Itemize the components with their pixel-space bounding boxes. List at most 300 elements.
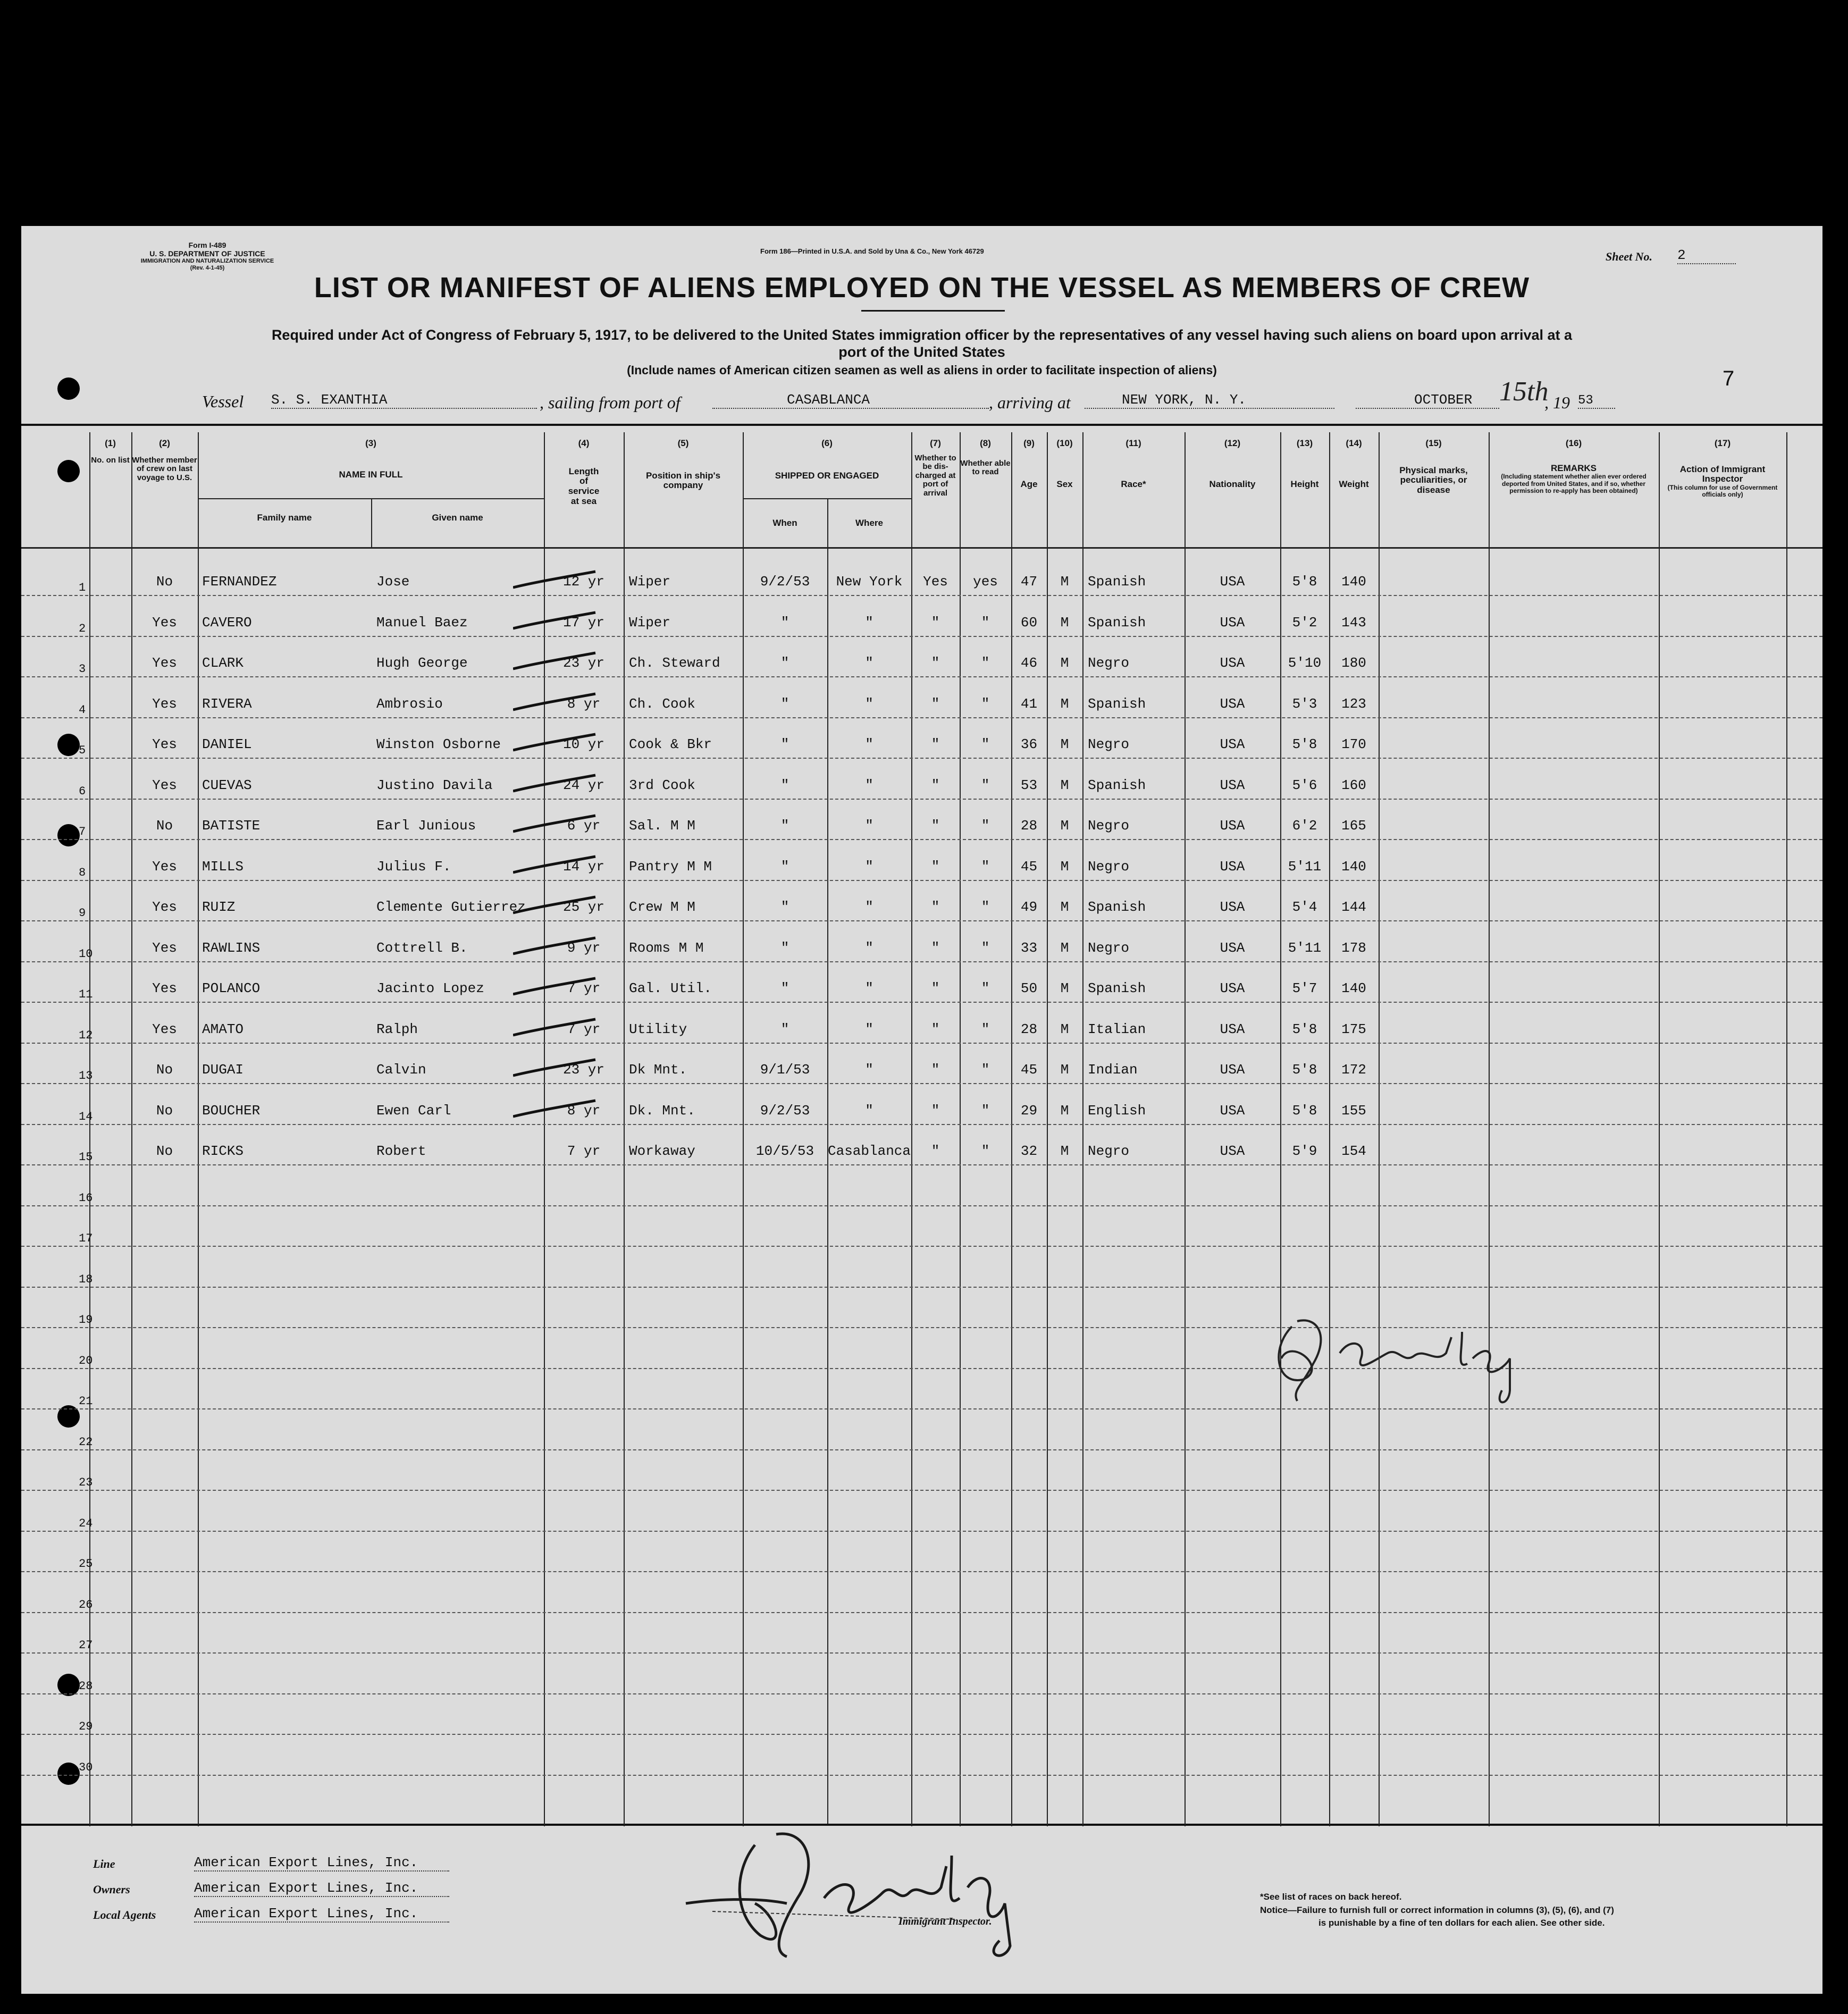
family-name-cell: DUGAI (202, 1062, 244, 1078)
discharge-cell: " (931, 980, 940, 996)
position-cell: Workaway (629, 1143, 695, 1159)
col3-header: (3) NAME IN FULL (339, 438, 403, 480)
department-name: U. S. DEPARTMENT OF JUSTICE (149, 249, 265, 258)
height-cell: 5'2 (1292, 614, 1317, 631)
col15-header: (15) Physical marks, peculiarities, or disease (1399, 438, 1468, 496)
sex-cell: M (1060, 1102, 1069, 1119)
col9-header: (9) Age (1020, 438, 1038, 489)
nationality-cell: USA (1220, 858, 1245, 875)
row-number: 9 (79, 907, 86, 920)
row-number: 21 (79, 1395, 93, 1408)
service-length-cell: 6 yr (567, 818, 601, 834)
able-to-read-cell: " (981, 980, 990, 996)
row-rule (21, 1449, 1822, 1450)
col8-header: (8) Whether able to read (960, 438, 1011, 477)
discharge-cell: " (931, 695, 940, 712)
shipped-when-cell: 9/2/53 (760, 1102, 810, 1119)
sailing-label: , sailing from port of (540, 393, 681, 412)
shipped-when-cell: " (780, 818, 789, 834)
discharge-cell: " (931, 1143, 940, 1159)
row-number: 7 (79, 825, 86, 838)
last-voyage-cell: Yes (152, 614, 177, 631)
row-number: 17 (79, 1232, 93, 1245)
family-name-cell: MILLS (202, 858, 244, 875)
row-rule (21, 799, 1822, 800)
arrival-year: 53 (1578, 393, 1615, 409)
row-rule (21, 1734, 1822, 1735)
tally-stroke (513, 729, 598, 761)
race-cell: Negro (1088, 1143, 1130, 1159)
row-rule (21, 676, 1822, 677)
race-cell: Spanish (1088, 777, 1146, 793)
inspector-label: Immigrant Inspector. (898, 1916, 992, 1927)
weight-cell: 160 (1341, 777, 1366, 793)
sheet-number-label: Sheet No. (1606, 250, 1652, 263)
position-cell: Wiper (629, 614, 671, 631)
row-rule (21, 1571, 1822, 1572)
service-length-cell: 23 yr (562, 655, 604, 671)
tally-stroke (513, 892, 598, 924)
nationality-cell: USA (1220, 939, 1245, 956)
row-rule (21, 1164, 1822, 1165)
nationality-cell: USA (1220, 899, 1245, 915)
age-cell: 45 (1020, 858, 1038, 875)
given-name-cell: Winston Osborne (376, 736, 501, 752)
row-number: 18 (79, 1272, 93, 1286)
service-length-cell: 24 yr (562, 777, 604, 793)
discharge-cell: " (931, 939, 940, 956)
row-number: 12 (79, 1028, 93, 1042)
subtitle-port: port of the United States (838, 344, 1005, 360)
tally-stroke (513, 770, 598, 802)
height-cell: 5'7 (1292, 980, 1317, 996)
shipped-where-cell: " (865, 1021, 873, 1037)
last-voyage-cell: Yes (152, 736, 177, 752)
owners-value: American Export Lines, Inc. (194, 1880, 449, 1897)
last-voyage-cell: Yes (152, 939, 177, 956)
able-to-read-cell: " (981, 655, 990, 671)
race-cell: English (1088, 1102, 1146, 1119)
weight-cell: 172 (1341, 1062, 1366, 1078)
height-cell: 5'8 (1292, 736, 1317, 752)
shipped-when-cell: " (780, 1021, 789, 1037)
position-cell: Sal. M M (629, 818, 695, 834)
departure-port: CASABLANCA (712, 392, 989, 409)
given-name-cell: Jose (376, 574, 410, 590)
discharge-cell: " (931, 614, 940, 631)
family-name-cell: FERNANDEZ (202, 574, 277, 590)
nationality-cell: USA (1220, 1021, 1245, 1037)
race-cell: Spanish (1088, 980, 1146, 996)
row-number: 22 (79, 1435, 93, 1449)
weight-cell: 165 (1341, 818, 1366, 834)
col7-header: (7) Whether to be dis-charged at port of arrival (914, 438, 956, 498)
height-cell: 5'8 (1292, 1102, 1317, 1119)
line-label: Line (93, 1857, 115, 1870)
form-revision: (Rev. 4-1-45) (190, 264, 225, 271)
height-cell: 6'2 (1292, 818, 1317, 834)
discharge-cell: " (931, 777, 940, 793)
sex-cell: M (1060, 858, 1069, 875)
height-cell: 5'6 (1292, 777, 1317, 793)
races-note: *See list of races on back hereof. (1260, 1892, 1402, 1902)
height-cell: 5'3 (1292, 695, 1317, 712)
nationality-cell: USA (1220, 614, 1245, 631)
shipped-where-cell: " (865, 695, 873, 712)
able-to-read-cell: " (981, 858, 990, 875)
row-number: 30 (79, 1760, 93, 1774)
shipped-where-cell: " (865, 1102, 873, 1119)
height-cell: 5'4 (1292, 899, 1317, 915)
family-name-cell: RIVERA (202, 695, 252, 712)
last-voyage-cell: Yes (152, 777, 177, 793)
row-rule (21, 758, 1822, 759)
row-number: 4 (79, 703, 86, 717)
position-cell: Cook & Bkr (629, 736, 712, 752)
given-name-cell: Robert (376, 1143, 426, 1159)
nationality-cell: USA (1220, 1102, 1245, 1119)
tally-stroke (513, 1014, 598, 1046)
given-name-cell: Cottrell B. (376, 939, 468, 956)
col6-header: (6) SHIPPED OR ENGAGED (775, 438, 879, 481)
able-to-read-cell: " (981, 1062, 990, 1078)
sex-cell: M (1060, 574, 1069, 590)
col14-header: (14) Weight (1339, 438, 1369, 489)
age-cell: 29 (1020, 1102, 1038, 1119)
printer-note: Form 186—Printed in U.S.A. and Sold by Una & Co., New York 46729 (760, 247, 984, 255)
shipped-where-cell: " (865, 939, 873, 956)
family-name-cell: RAWLINS (202, 939, 261, 956)
age-cell: 46 (1020, 655, 1038, 671)
discharge-cell: " (931, 736, 940, 752)
family-name-cell: DANIEL (202, 736, 252, 752)
last-voyage-cell: Yes (152, 695, 177, 712)
shipped-when-cell: " (780, 899, 789, 915)
sex-cell: M (1060, 614, 1069, 631)
age-cell: 32 (1020, 1143, 1038, 1159)
sex-cell: M (1060, 899, 1069, 915)
nationality-cell: USA (1220, 980, 1245, 996)
able-to-read-cell: " (981, 1102, 990, 1119)
discharge-cell: " (931, 1102, 940, 1119)
service-length-cell: 25 yr (562, 899, 604, 915)
discharge-cell: " (931, 858, 940, 875)
shipped-when-cell: 9/2/53 (760, 574, 810, 590)
vessel-name: S. S. EXANTHIA (271, 392, 537, 409)
arrival-month: OCTOBER (1356, 392, 1499, 409)
race-cell: Spanish (1088, 899, 1146, 915)
given-name-cell: Ambrosio (376, 695, 443, 712)
able-to-read-cell: " (981, 1143, 990, 1159)
shipped-when-cell: " (780, 736, 789, 752)
given-name-cell: Ewen Carl (376, 1102, 451, 1119)
weight-cell: 144 (1341, 899, 1366, 915)
able-to-read-cell: yes (973, 574, 998, 590)
height-cell: 5'11 (1288, 858, 1322, 875)
shipped-where-cell: " (865, 858, 873, 875)
age-cell: 36 (1020, 736, 1038, 752)
shipped-when-cell: " (780, 939, 789, 956)
age-cell: 50 (1020, 980, 1038, 996)
row-number: 11 (79, 988, 93, 1001)
last-voyage-cell: Yes (152, 858, 177, 875)
age-cell: 60 (1020, 614, 1038, 631)
service-length-cell: 9 yr (567, 939, 601, 956)
subtitle-act: Required under Act of Congress of February 5, 1917, to be delivered to the United States immigration officer by the representatives of any vessel having such aliens on board upon arrival at a (271, 327, 1573, 343)
vessel-label: Vessel (202, 392, 244, 411)
local-agents-label: Local Agents (93, 1908, 156, 1921)
row-number: 1 (79, 581, 86, 594)
discharge-cell: " (931, 655, 940, 671)
given-name-cell: Clemente Gutierrez (376, 899, 526, 915)
age-cell: 47 (1020, 574, 1038, 590)
sheet-number: 2 (1677, 247, 1736, 264)
nationality-cell: USA (1220, 818, 1245, 834)
row-rule (21, 839, 1822, 840)
row-rule (21, 1775, 1822, 1776)
given-name-cell: Hugh George (376, 655, 468, 671)
family-name-cell: BOUCHER (202, 1102, 261, 1119)
row-rule (21, 961, 1822, 962)
owners-label: Owners (93, 1883, 130, 1896)
form-id: Form I-489 (188, 241, 226, 249)
sex-cell: M (1060, 1021, 1069, 1037)
given-name-cell: Julius F. (376, 858, 451, 875)
row-number: 16 (79, 1191, 93, 1205)
last-voyage-cell: No (156, 1062, 173, 1078)
shipped-where-cell: " (865, 899, 873, 915)
position-cell: Ch. Steward (629, 655, 720, 671)
immigrant-inspector-signature (681, 1824, 1063, 1962)
last-voyage-cell: Yes (152, 655, 177, 671)
race-cell: Negro (1088, 858, 1130, 875)
row-number: 2 (79, 622, 86, 635)
nationality-cell: USA (1220, 574, 1245, 590)
row-number: 29 (79, 1720, 93, 1733)
tally-stroke (513, 973, 598, 1005)
sex-cell: M (1060, 939, 1069, 956)
age-cell: 45 (1020, 1062, 1038, 1078)
col2-header: (2) Whether member of crew on last voyage to U.S. (132, 438, 197, 482)
row-rule (21, 1043, 1822, 1044)
able-to-read-cell: " (981, 777, 990, 793)
sex-cell: M (1060, 818, 1069, 834)
weight-cell: 170 (1341, 736, 1366, 752)
tally-stroke (513, 648, 598, 679)
given-name-cell: Manuel Baez (376, 614, 468, 631)
discharge-cell: Yes (923, 574, 948, 590)
race-cell: Negro (1088, 818, 1130, 834)
weight-cell: 140 (1341, 980, 1366, 996)
position-cell: Pantry M M (629, 858, 712, 875)
service-length-cell: 17 yr (562, 614, 604, 631)
family-name-header: Family name (257, 513, 312, 523)
weight-cell: 178 (1341, 939, 1366, 956)
position-cell: Gal. Util. (629, 980, 712, 996)
able-to-read-cell: " (981, 614, 990, 631)
title-underline (861, 310, 1005, 312)
shipped-where-cell: " (865, 614, 873, 631)
race-cell: Indian (1088, 1062, 1138, 1078)
row-number: 20 (79, 1354, 93, 1367)
row-number: 13 (79, 1069, 93, 1082)
family-name-cell: CLARK (202, 655, 244, 671)
row-number: 27 (79, 1639, 93, 1652)
family-name-cell: AMATO (202, 1021, 244, 1037)
shipped-when-cell: 9/1/53 (760, 1062, 810, 1078)
weight-cell: 180 (1341, 655, 1366, 671)
family-name-cell: BATISTE (202, 818, 261, 834)
row-number: 19 (79, 1313, 93, 1327)
last-voyage-cell: No (156, 1102, 173, 1119)
row-rule (21, 1002, 1822, 1003)
row-rule (21, 1652, 1822, 1654)
tally-stroke (513, 566, 598, 598)
manifest-sheet (21, 226, 1822, 1994)
punch-hole (57, 734, 80, 756)
table-top-rule (21, 424, 1822, 426)
service-length-cell: 14 yr (562, 858, 604, 875)
race-cell: Spanish (1088, 695, 1146, 712)
family-name-cell: POLANCO (202, 980, 261, 996)
row-rule (21, 717, 1822, 718)
punch-hole (57, 1763, 80, 1785)
position-cell: Rooms M M (629, 939, 704, 956)
subtitle-include: (Include names of American citizen seamen as well as aliens in order to facilitate inspection of aliens) (627, 363, 1217, 377)
last-voyage-cell: No (156, 1143, 173, 1159)
col1-header: (1) No. on list (91, 438, 130, 465)
col12-header: (12) Nationality (1209, 438, 1256, 489)
given-name-cell: Earl Junious (376, 818, 476, 834)
weight-cell: 175 (1341, 1021, 1366, 1037)
punch-hole (57, 824, 80, 846)
last-voyage-cell: No (156, 818, 173, 834)
nationality-cell: USA (1220, 695, 1245, 712)
shipped-when-cell: " (780, 614, 789, 631)
race-cell: Spanish (1088, 614, 1146, 631)
family-name-cell: CUEVAS (202, 777, 252, 793)
row-rule (21, 1083, 1822, 1084)
shipped-where-cell: " (865, 736, 873, 752)
family-name-cell: CAVERO (202, 614, 252, 631)
punch-hole (57, 377, 80, 400)
service-length-cell: 7 yr (567, 980, 601, 996)
when-header: When (772, 518, 797, 528)
where-header: Where (855, 518, 883, 528)
position-cell: Dk Mnt. (629, 1062, 687, 1078)
weight-cell: 123 (1341, 695, 1366, 712)
service-length-cell: 8 yr (567, 695, 601, 712)
service-length-cell: 7 yr (567, 1143, 601, 1159)
nationality-cell: USA (1220, 736, 1245, 752)
shipped-where-cell: New York (836, 574, 903, 590)
row-rule (21, 1490, 1822, 1491)
row-rule (21, 1287, 1822, 1288)
discharge-cell: " (931, 1021, 940, 1037)
row-number: 8 (79, 866, 86, 879)
row-number: 24 (79, 1516, 93, 1530)
weight-cell: 155 (1341, 1102, 1366, 1119)
tally-stroke (513, 1095, 598, 1127)
shipped-where-cell: Casablanca (827, 1143, 911, 1159)
given-name-header: Given name (432, 513, 483, 523)
family-name-cell: RICKS (202, 1143, 244, 1159)
service-length-cell: 10 yr (562, 736, 604, 752)
tally-stroke (513, 689, 598, 720)
given-name-cell: Jacinto Lopez (376, 980, 484, 996)
shipped-when-cell: " (780, 695, 789, 712)
service-length-cell: 8 yr (567, 1102, 601, 1119)
sex-cell: M (1060, 695, 1069, 712)
sex-cell: M (1060, 777, 1069, 793)
race-cell: Italian (1088, 1021, 1146, 1037)
sex-cell: M (1060, 736, 1069, 752)
tally-stroke (513, 851, 598, 883)
age-cell: 53 (1020, 777, 1038, 793)
row-rule (21, 880, 1822, 881)
able-to-read-cell: " (981, 899, 990, 915)
position-cell: Wiper (629, 574, 671, 590)
corner-number: 7 (1723, 367, 1735, 390)
row-rule (21, 1124, 1822, 1125)
last-voyage-cell: No (156, 574, 173, 590)
nationality-cell: USA (1220, 1062, 1245, 1078)
page-title: LIST OR MANIFEST OF ALIENS EMPLOYED ON THE VESSEL AS MEMBERS OF CREW (314, 272, 1530, 304)
nationality-cell: USA (1220, 655, 1245, 671)
col10-header: (10) Sex (1056, 438, 1073, 489)
height-cell: 5'11 (1288, 939, 1322, 956)
year-prefix: , 19 (1544, 393, 1570, 412)
col5-header: (5) Position in ship's company (645, 438, 721, 491)
row-number: 14 (79, 1110, 93, 1123)
row-number: 15 (79, 1151, 93, 1164)
age-cell: 33 (1020, 939, 1038, 956)
col13-header: (13) Height (1290, 438, 1319, 489)
race-cell: Negro (1088, 736, 1130, 752)
shipped-where-cell: " (865, 655, 873, 671)
row-rule (21, 920, 1822, 921)
arrival-port: NEW YORK, N. Y. (1085, 392, 1334, 409)
inspector-signature-mark (1260, 1305, 1558, 1412)
height-cell: 5'8 (1292, 1062, 1317, 1078)
shipped-when-cell: " (780, 858, 789, 875)
row-rule (21, 1693, 1822, 1694)
discharge-cell: " (931, 818, 940, 834)
shipped-when-cell: " (780, 777, 789, 793)
nationality-cell: USA (1220, 1143, 1245, 1159)
col11-header: (11) Race* (1121, 438, 1146, 489)
last-voyage-cell: Yes (152, 899, 177, 915)
nationality-cell: USA (1220, 777, 1245, 793)
col4-header: (4) Length of service at sea (568, 438, 600, 506)
form-identity (96, 241, 319, 271)
shipped-when-cell: 10/5/53 (755, 1143, 814, 1159)
race-cell: Negro (1088, 655, 1130, 671)
shipped-where-cell: " (865, 980, 873, 996)
penalty-note: Notice—Failure to furnish full or correct information in columns (3), (5), (6), and (7) (1260, 1905, 1614, 1915)
able-to-read-cell: " (981, 736, 990, 752)
race-cell: Spanish (1088, 574, 1146, 590)
able-to-read-cell: " (981, 818, 990, 834)
service-name: IMMIGRATION AND NATURALIZATION SERVICE (140, 258, 274, 265)
able-to-read-cell: " (981, 695, 990, 712)
row-rule (21, 1205, 1822, 1206)
tally-stroke (513, 1054, 598, 1086)
shipped-where-cell: " (865, 818, 873, 834)
height-cell: 5'8 (1292, 1021, 1317, 1037)
service-length-cell: 7 yr (567, 1021, 601, 1037)
given-name-cell: Calvin (376, 1062, 426, 1078)
